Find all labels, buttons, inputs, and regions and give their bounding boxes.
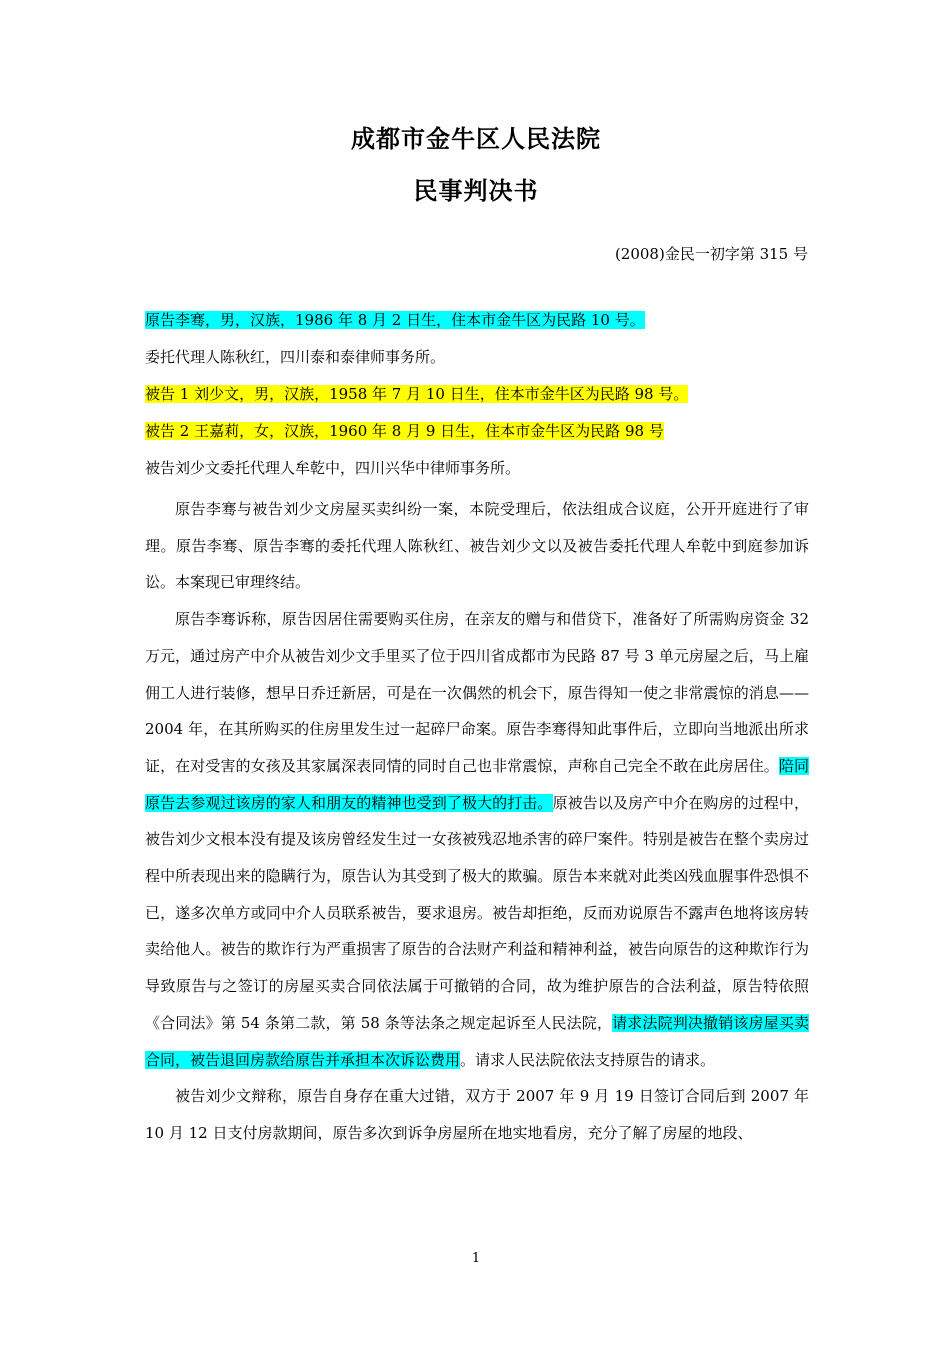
defendant-agent-line: 被告刘少文委托代理人牟乾中，四川兴华中律师事务所。 [145, 459, 521, 477]
claim-text-c: 。请求人民法院依法支持原告的请求。 [460, 1050, 716, 1069]
body-text [145, 491, 809, 1152]
paragraph-defense: 被告刘少文辩称，原告自身存在重大过错，双方于 2007 年 9 月 19 日签订合同后到 2007 年 10 月 12 日支付房款期间，原告多次到诉争房屋所在地实地看房，充分了解了房屋的地段、 [145, 1087, 809, 1142]
defendant1-line: 被告 1 刘少文，男，汉族，1958 年 7 月 10 日生，住本市金牛区为民路 98 号。 [145, 385, 689, 403]
case-number: (2008)金民一初字第 315 号 [614, 245, 808, 263]
paragraph-plaintiff-claim [145, 601, 809, 1078]
claim-text-b: 原被告以及房产中介在购房的过程中，被告刘少文根本没有提及该房曾经发生过一女孩被残忍地杀害的碎尸案件。特别是被告在整个卖房过程中所表现出来的隐瞒行为，原告认为其受到了极大的欺骗。原告本来就对此类凶残血腥事件恐惧不已，遂多次单方或同中介人员联系被告，要求退房。被告却拒绝，反而劝说原告不露声色地将该房转卖给他人。被告的欺诈行为严重损害了原告的合法财产利益和精神利益，被告向原告的这种欺诈行为导致原告与之签订的房屋买卖合同依法属于可撤销的合同，故为维护原告的合法利益，原告特依照《合同法》第 54 条第二款，第 58 条等法条之规定起诉至人民法院， [145, 793, 809, 1032]
plaintiff-agent-line: 委托代理人陈秋红，四川泰和泰律师事务所。 [145, 348, 446, 366]
court-title: 成都市金牛区人民法院 [351, 125, 601, 153]
document-type-title: 民事判决书 [413, 177, 539, 205]
claim-highlight-1: 陪同原告去参观过该房的家人和朋友的精神也受到了极大的打击。 [145, 756, 809, 812]
claim-highlight-2: 请求法院判决撤销该房屋买卖合同，被告退回房款给原告并承担本次诉讼费用 [145, 1013, 809, 1069]
plaintiff-line: 原告李骞，男，汉族，1986 年 8 月 2 日生，住本市金牛区为民路 10 号。 [145, 311, 645, 329]
page-number: 1 [471, 1251, 481, 1266]
claim-text-a: 原告李骞诉称，原告因居住需要购买住房，在亲友的赠与和借贷下，准备好了所需购房资金 32 万元，通过房产中介从被告刘少文手里买了位于四川省成都市为民路 87 号 3 单元房屋之后，马上雇佣工人进行装修，想早日乔迁新居，可是在一次偶然的机会下，原告得知一使之非常震惊的消息——2004 年，在其所购买的住房里发生过一起碎尸命案。原告李骞得知此事件后，立即向当地派出所求证，在对受害的女孩及其家属深表同情的同时自己也非常震惊，声称自己完全不敢在此房居住。 [145, 610, 809, 775]
defendant2-line: 被告 2 王嘉莉，女，汉族，1960 年 8 月 9 日生，住本市金牛区为民路 98 号 [145, 422, 664, 440]
parties-block [145, 302, 809, 487]
paragraph-case-intro: 原告李骞与被告刘少文房屋买卖纠纷一案，本院受理后，依法组成合议庭，公开开庭进行了审理。原告李骞、原告李骞的委托代理人陈秋红、被告刘少文以及被告委托代理人牟乾中到庭参加诉讼。本案现已审理终结。 [145, 500, 809, 592]
